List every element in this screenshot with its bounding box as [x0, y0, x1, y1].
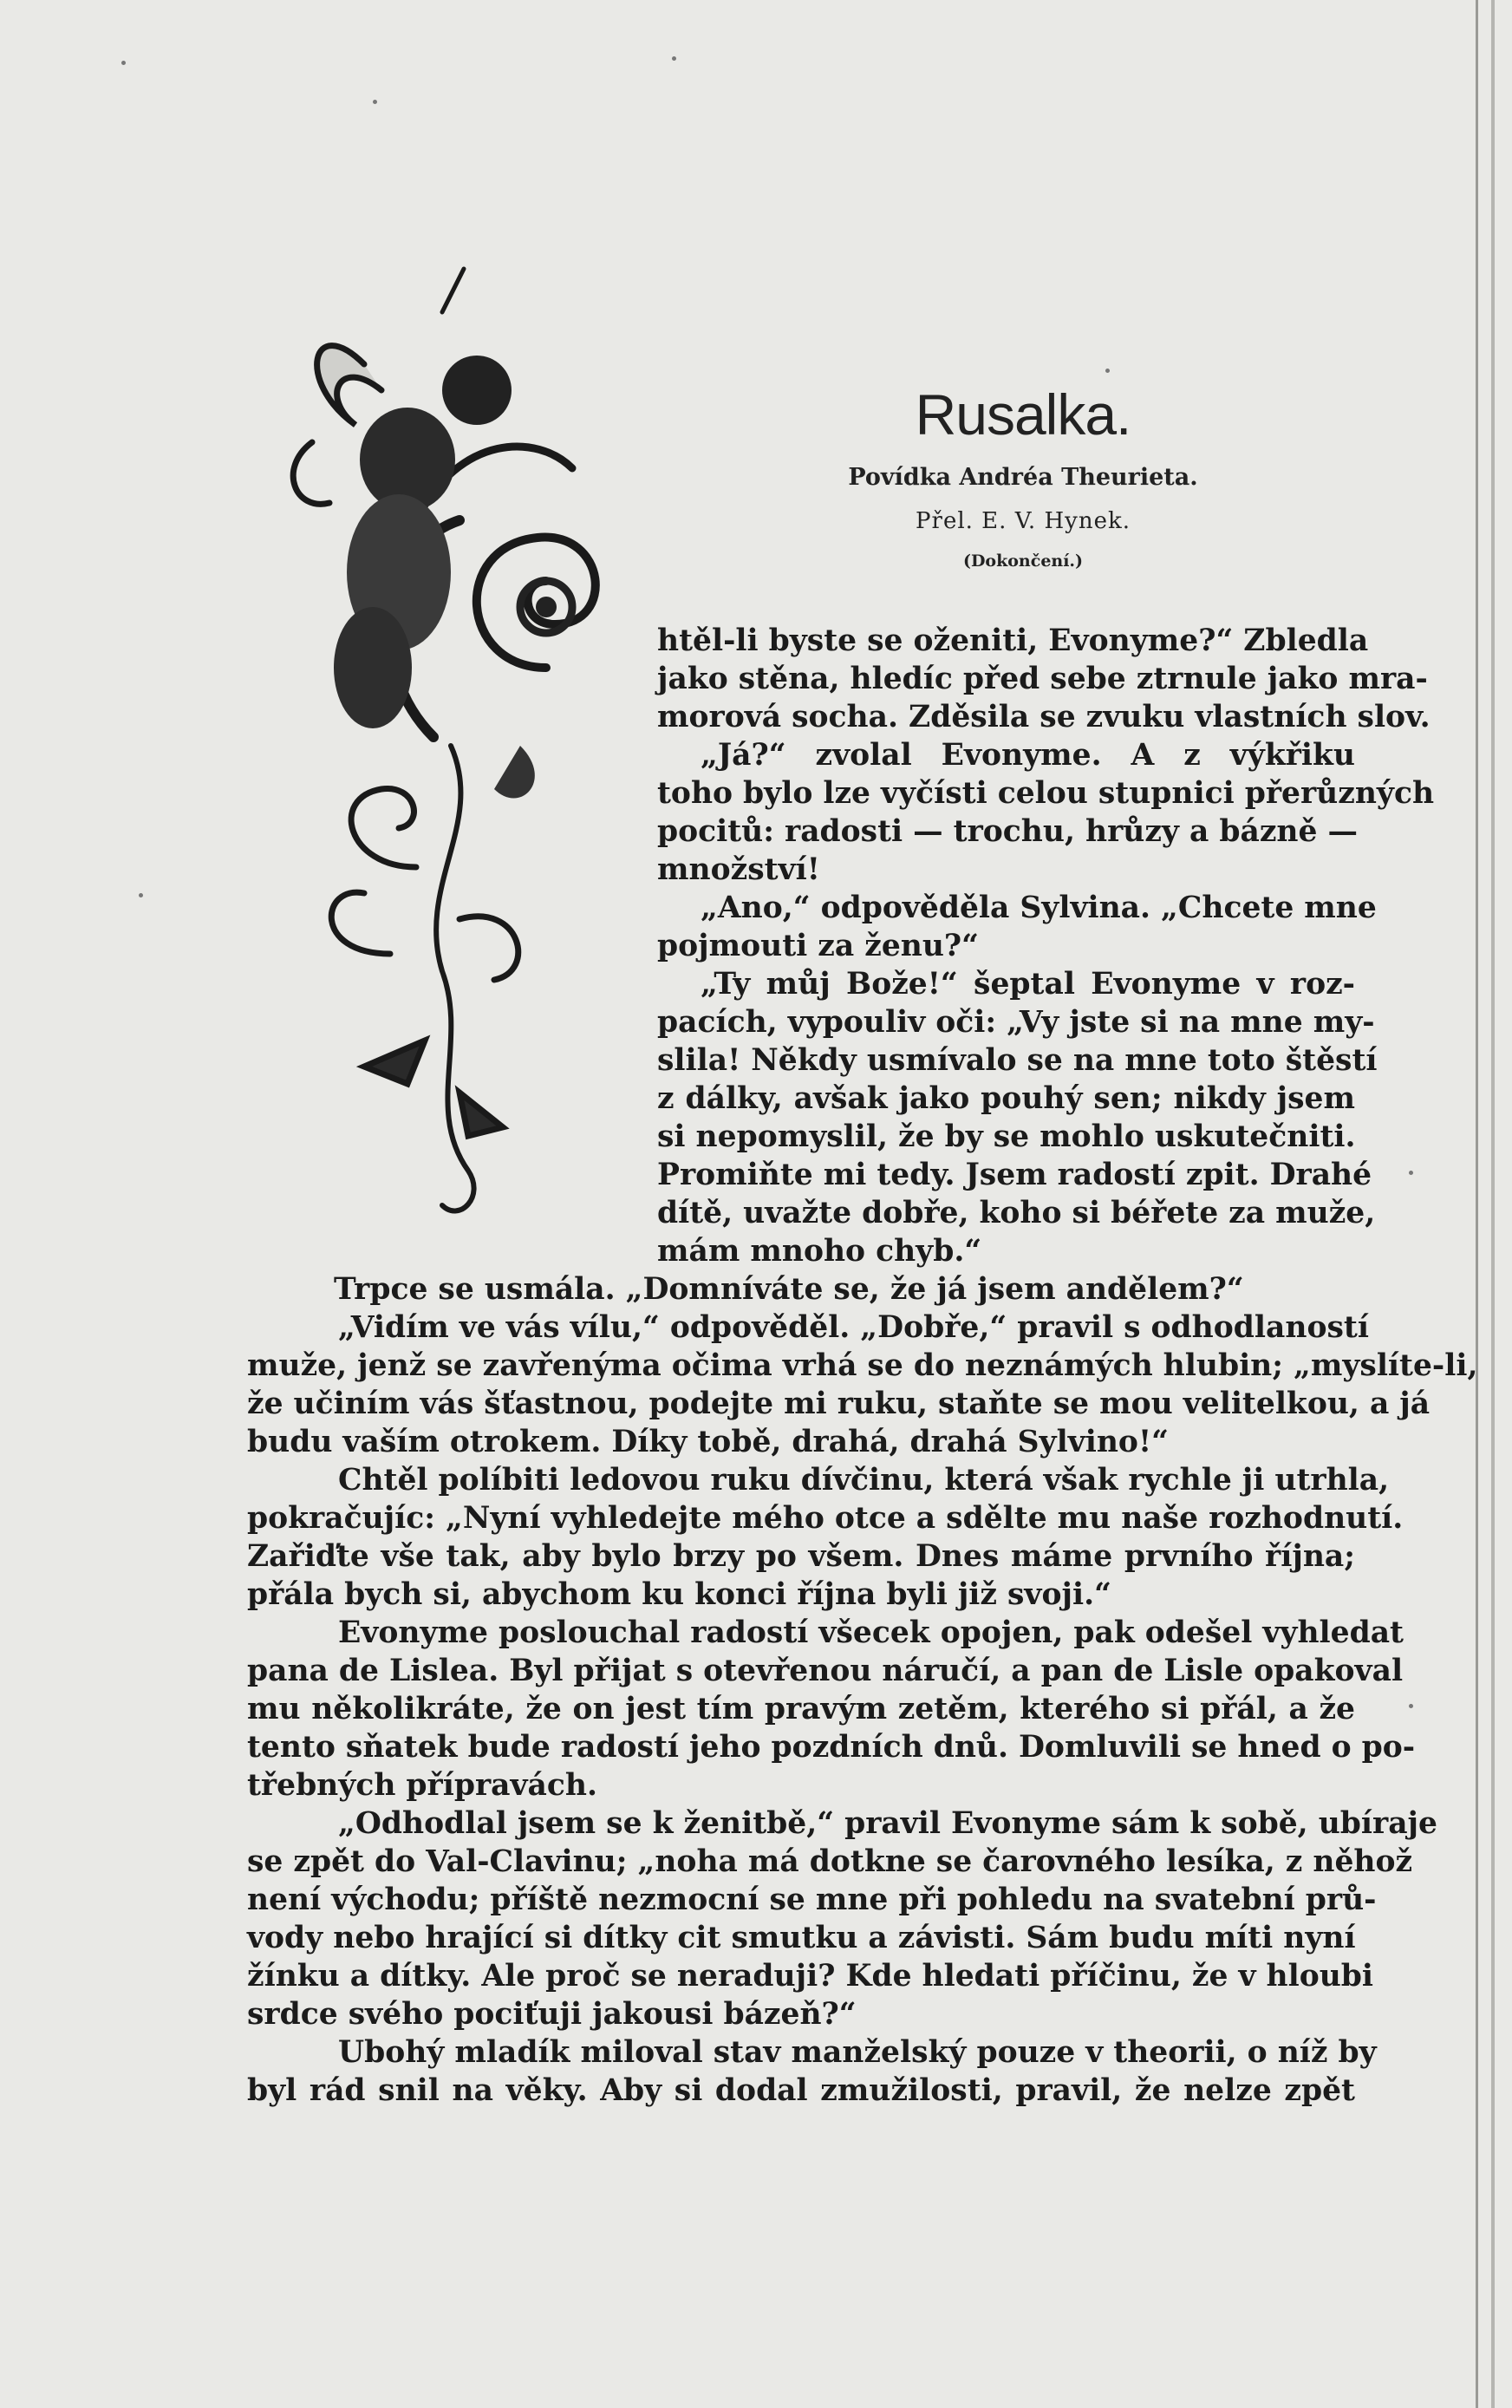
text-line: dítě, uvažte dobře, koho si béřete za muže,	[657, 1196, 1376, 1230]
text-line: slila! Někdy usmívalo se na mne toto štěstí	[657, 1043, 1378, 1078]
print-speck	[1409, 1704, 1413, 1708]
text-line: toho bylo lze vyčísti celou stupnici přerůzných	[657, 776, 1435, 811]
text-line: „Já?“ zvolal Evonyme. A z výkřiku	[701, 738, 1355, 773]
article-title: Rusalka.	[915, 382, 1131, 447]
article-subtitle: Povídka Andréa Theurieta.	[848, 464, 1198, 491]
text-line: vody nebo hrající si dítky cit smutku a závisti. Sám budu míti nyní	[247, 1921, 1356, 1955]
text-line: třebných přípravách.	[247, 1768, 597, 1803]
text-line: „Ty můj Bože!“ šeptal Evonyme v roz-	[701, 967, 1355, 1002]
text-line: budu vaším otrokem. Díky tobě, drahá, drahá Sylvino!“	[247, 1425, 1169, 1459]
text-line: přála bych si, abychom ku konci října byli již svoji.“	[247, 1577, 1111, 1612]
text-line: Chtěl políbiti ledovou ruku dívčinu, která však rychle ji utrhla,	[338, 1463, 1390, 1498]
text-line: že učiním vás šťastnou, podejte mi ruku, staňte se mou velitelkou, a já	[247, 1387, 1431, 1421]
text-line: htěl-li byste se oženiti, Evonyme?“ Zbledla	[657, 623, 1369, 658]
text-line: pokračujíc: „Nyní vyhledejte mého otce a sdělte mu naše rozhodnutí.	[247, 1501, 1404, 1536]
text-line: pacích, vypouliv oči: „Vy jste si na mne my-	[657, 1005, 1375, 1040]
print-speck	[672, 56, 676, 61]
text-line: morová socha. Zděsila se zvuku vlastních slov.	[657, 700, 1431, 734]
text-line: žínku a dítky. Ale proč se neraduji? Kde hledati příčinu, že v hloubi	[247, 1959, 1374, 1994]
text-line: muže, jenž se zavřenýma očima vrhá se do neznámých hlubin; „myslíte-li,	[247, 1348, 1478, 1383]
text-line: „Vidím ve vás vílu,“ odpověděl. „Dobře,“ pravil s odhodlaností	[338, 1310, 1369, 1345]
text-line: jako stěna, hledíc před sebe ztrnule jako mra-	[657, 662, 1428, 696]
text-line: Ubohý mladík miloval stav manželský pouze v theorii, o níž by	[338, 2035, 1377, 2070]
text-line: z dálky, avšak jako pouhý sen; nikdy jsem	[657, 1081, 1355, 1116]
text-line: Trpce se usmála. „Domníváte se, že já jsem andělem?“	[334, 1272, 1244, 1307]
text-line: pana de Lislea. Byl přijat s otevřenou náručí, a pan de Lisle opakoval	[247, 1654, 1404, 1688]
print-speck	[1409, 1171, 1413, 1175]
text-line: mám mnoho chyb.“	[657, 1234, 982, 1269]
page-edge	[1491, 0, 1495, 2408]
text-line: Promiňte mi tedy. Jsem radostí zpit. Drahé	[657, 1158, 1372, 1192]
text-line: „Odhodlal jsem se k ženitbě,“ pravil Evonyme sám k sobě, ubíraje	[338, 1806, 1437, 1841]
print-speck	[139, 893, 143, 897]
text-line: srdce svého pociťuji jakousi bázeň?“	[247, 1997, 857, 2032]
text-line: Zařiďte vše tak, aby bylo brzy po všem. Dnes máme prvního října;	[247, 1539, 1355, 1574]
text-line: se zpět do Val-Clavinu; „noha má dotkne se čarovného lesíka, z něhož	[247, 1844, 1413, 1879]
continuation-note: (Dokončení.)	[962, 551, 1084, 571]
text-line: množství!	[657, 852, 820, 887]
text-line: mu několikráte, že on jest tím pravým zetěm, kterého si přál, a že	[247, 1692, 1355, 1726]
print-speck	[1105, 369, 1110, 373]
text-line: Evonyme poslouchal radostí všecek opojen, pak odešel vyhledat	[338, 1615, 1404, 1650]
cherub-initial-ornament-icon	[260, 260, 624, 1231]
text-line: „Ano,“ odpověděla Sylvina. „Chcete mne	[701, 891, 1377, 925]
text-line: pojmouti za ženu?“	[657, 929, 979, 963]
text-line: si nepomyslil, že by se mohlo uskutečniti.	[657, 1119, 1356, 1154]
translator-credit: Přel. E. V. Hynek.	[916, 508, 1131, 534]
print-speck	[121, 61, 126, 65]
text-line: není východu; příště nezmocní se mne při pohledu na svatební prů-	[247, 1883, 1377, 1917]
text-line: tento sňatek bude radostí jeho pozdních dnů. Domluvili se hned o po-	[247, 1730, 1416, 1765]
text-line: pocitů: radosti — trochu, hrůzy a bázně —	[657, 814, 1358, 849]
print-speck	[373, 100, 377, 104]
text-line: byl rád snil na věky. Aby si dodal zmužilosti, pravil, že nelze zpět	[247, 2073, 1355, 2108]
